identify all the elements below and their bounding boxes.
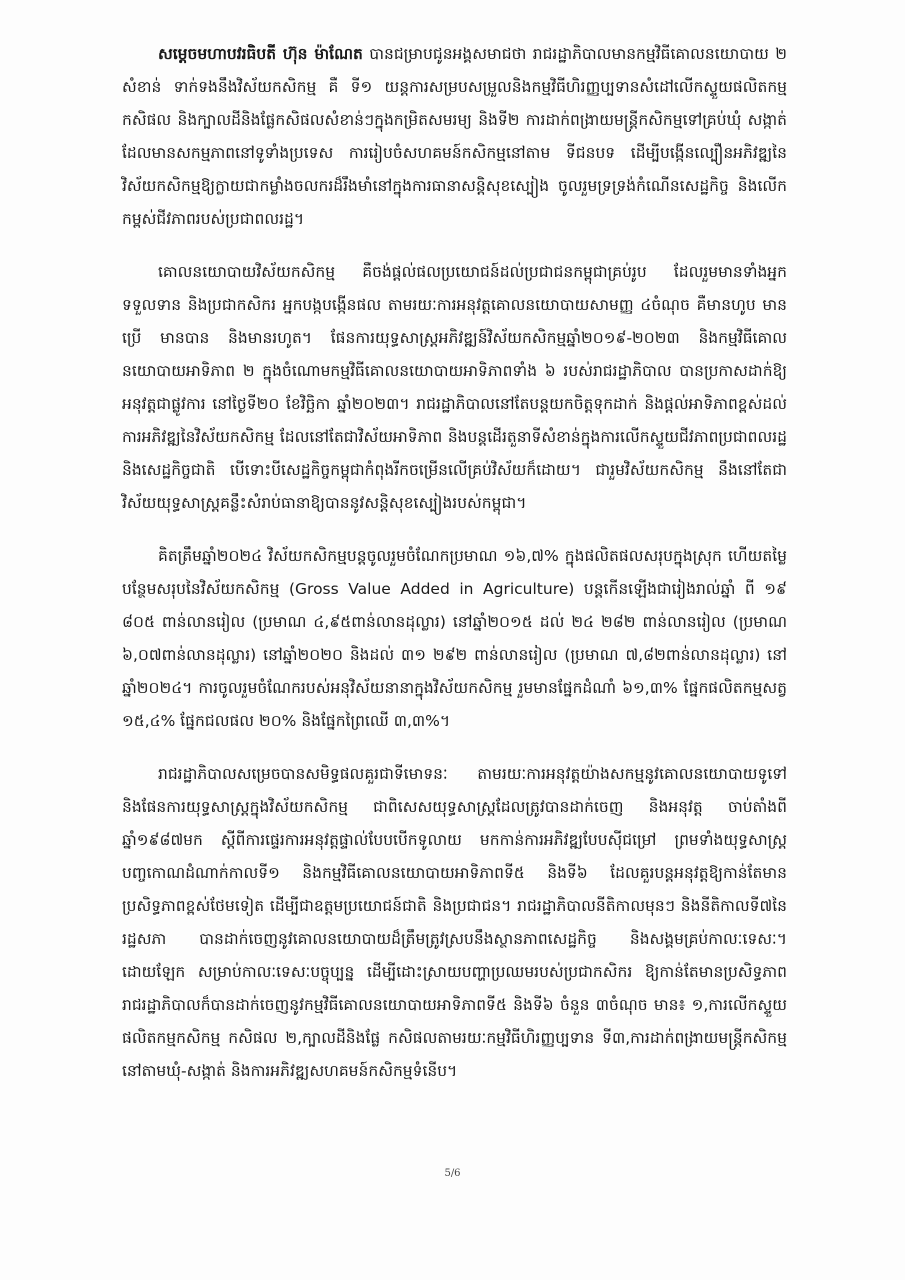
paragraph-1-text: បានជម្រាបជូនអង្គសមាជថា រាជរដ្ឋាភិបាលមានកម្មវិធីគោលនយោបាយ ២ សំខាន់ ទាក់ទងនឹងវិស័យកសិកម្ម គឺ ទី១ យន្តការសម្របសម្រួលនិងកម្មវិធីហិរញ្ញប្បទានសំដៅលើកស្ទួយផលិតកម្ម កសិផល និងក្បាលដីនិងផ្លែកសិផលសំខាន់ៗក្នុងកម្រិតសមរម្យ និងទី២ ការដាក់ពង្រាយមន្ត្រីកសិកម្មទៅគ្រប់ឃុំ សង្កាត់ ដែលមានសកម្មភាពនៅទូទាំងប្រទេស ការរៀបចំសហគមន៍កសិកម្មនៅតាម ទីជនបទ ដើម្បីបង្កើនល្បឿនអភិវឌ្ឍនៃវិស័យកសិកម្មឱ្យក្លាយជាកម្លាំងចលករដ៏រឹងមាំនៅក្នុងការធានាសន្តិសុខស្បៀង ចូលរួមទ្រទ្រង់កំណើនសេដ្ឋកិច្ច និងលើកកម្ពស់ជីវភាពរបស់ប្រជាពលរដ្ឋ។ — [122, 45, 787, 228]
paragraph-4-text: រាជរដ្ឋាភិបាលសម្រេចបានសមិទ្ធផលគួរជាទីមោទនៈ តាមរយៈការអនុវត្តយ៉ាងសកម្មនូវគោលនយោបាយទូទៅ និងផែនការយុទ្ធសាស្ត្រក្នុងវិស័យកសិកម្ម ជាពិសេសយុទ្ធសាស្ត្រដែលត្រូវបានដាក់ចេញ និងអនុវត្ត ចាប់តាំងពីឆ្នាំ១៩៨៧មក ស្តីពីការផ្ទេរការអនុវត្តផ្ទាល់បែបបើកទូលាយ មកកាន់ការអភិវឌ្ឍបែបស៊ីជម្រៅ ព្រមទាំងយុទ្ធសាស្ត្របញ្ចកោណដំណាក់កាលទី១ និងកម្មវិធីគោលនយោបាយអាទិភាពទី៥ និងទី៦ ដែលគួរបន្តអនុវត្តឱ្យកាន់តែមានប្រសិទ្ធភាពខ្ពស់ថែមទៀត ដើម្បីជាឧត្តមប្រយោជន៍ជាតិ និងប្រជាជន។ រាជរដ្ឋាភិបាលនីតិកាលមុនៗ និងនីតិកាលទី៧នៃរដ្ឋសភា បានដាក់ចេញនូវគោលនយោបាយដ៏ត្រឹមត្រូវស្របនឹងស្ថានភាពសេដ្ឋកិច្ច និងសង្គមគ្រប់កាលៈទេសៈ។ ដោយឡែក សម្រាប់កាលៈទេសៈបច្ចុប្បន្ន ដើម្បីដោះស្រាយបញ្ហាប្រឈមរបស់ប្រជាកសិករ ឱ្យកាន់តែមានប្រសិទ្ធភាព រាជរដ្ឋាភិបាលក៏បានដាក់ចេញនូវកម្មវិធីគោលនយោបាយអាទិភាពទី៥ និងទី៦ ចំនួន ៣ចំណុច មាន៖ ១,ការលើកស្ទួយផលិតកម្មកសិកម្ម កសិផល ២,ក្បាលដីនិងផ្លែ កសិផលតាមរយៈកម្មវិធីហិរញ្ញប្បទាន ទី៣,ការដាក់ពង្រាយមន្ត្រីកសិកម្មនៅតាមឃុំ-សង្កាត់ និងការអភិវឌ្ឍសហគមន៍កសិកម្មទំនើប។ — [122, 765, 787, 1080]
paragraph-1-lead: សម្ដេចមហាបវរធិបតី ហ៊ុន ម៉ាណែត — [158, 45, 363, 63]
paragraph-2 — [122, 256, 787, 520]
paragraph-3 — [122, 540, 787, 738]
paragraph-2-text: គោលនយោបាយវិស័យកសិកម្ម គឺចង់ផ្តល់ផលប្រយោជន៍ដល់ប្រជាជនកម្ពុជាគ្រប់រូប ដែលរួមមានទាំងអ្នកទទួលទាន និងប្រជាកសិករ អ្នកបង្កបង្កើនផល តាមរយៈការអនុវត្តគោលនយោបាយសាមញ្ញ ៤ចំណុច គឺមានហូប មានប្រើ មានបាន និងមានរហូត។ ផែនការយុទ្ធសាស្ត្រអភិវឌ្ឍន៍វិស័យកសិកម្មឆ្នាំ២០១៩-២០២៣ និងកម្មវិធីគោលនយោបាយអាទិភាព ២ ក្នុងចំណោមកម្មវិធីគោលនយោបាយអាទិភាពទាំង ៦ របស់រាជរដ្ឋាភិបាល បានប្រកាសដាក់ឱ្យអនុវត្តជាផ្លូវការ នៅថ្ងៃទី២០ ខែវិច្ឆិកា ឆ្នាំ២០២៣។ រាជរដ្ឋាភិបាលនៅតែបន្តយកចិត្តទុកដាក់ និងផ្តល់អាទិភាពខ្ពស់ដល់ការអភិវឌ្ឍនៃវិស័យកសិកម្ម ដែលនៅតែជាវិស័យអាទិភាព និងបន្តដើរតួនាទីសំខាន់ក្នុងការលើកស្ទួយជីវភាពប្រជាពលរដ្ឋ និងសេដ្ឋកិច្ចជាតិ បើទោះបីសេដ្ឋកិច្ចកម្ពុជាកំពុងរីកចម្រើនលើគ្រប់វិស័យក៏ដោយ។ ជារួមវិស័យកសិកម្ម នឹងនៅតែជាវិស័យយុទ្ធសាស្ត្រគន្លឹះសំរាប់ធានាឱ្យបាននូវសន្តិសុខស្បៀងរបស់កម្ពុជា។ — [122, 263, 787, 512]
document-body — [122, 38, 787, 1108]
paragraph-3-text: គិតត្រឹមឆ្នាំ២០២៤ វិស័យកសិកម្មបន្តចូលរួមចំណែកប្រមាណ ១៦,៧% ក្នុងផលិតផលសរុបក្នុងស្រុក ហើយតម្លៃបន្ថែមសរុបនៃវិស័យកសិកម្ម (Gross Value Added in Agriculture) បន្តកើនឡើងជារៀងរាល់ឆ្នាំ ពី ១៩ ៨០៥ ពាន់លានរៀល (ប្រមាណ ៤,៩៥ពាន់លានដុល្លារ) នៅឆ្នាំ២០១៥ ដល់ ២៤ ២៨២ ពាន់លានរៀល (ប្រមាណ ៦,០៧ពាន់លានដុល្លារ) នៅឆ្នាំ២០២០ និងដល់ ៣១ ២៩២ ពាន់លានរៀល (ប្រមាណ ៧,៨២ពាន់លានដុល្លារ) នៅឆ្នាំ២០២៤។ ការចូលរួមចំណែករបស់អនុវិស័យនានាក្នុងវិស័យកសិកម្ម រួមមានផ្នែកដំណាំ ៦១,៣% ផ្នែកផលិតកម្មសត្វ ១៥,៤% ផ្នែកជលផល ២០% និងផ្នែកព្រៃឈើ ៣,៣%។ — [122, 547, 787, 730]
page-number: 5/6 — [444, 1168, 461, 1179]
paragraph-1 — [122, 38, 787, 236]
paragraph-4 — [122, 758, 787, 1088]
